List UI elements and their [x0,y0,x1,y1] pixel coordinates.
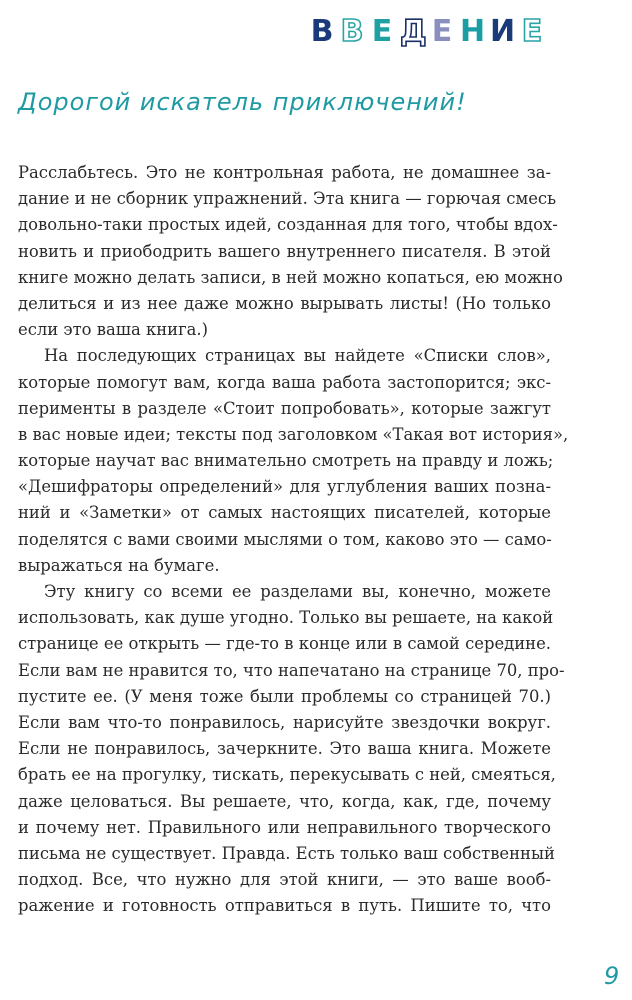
text-line: использовать, как душе угодно. Только вы решаете, на какой [18,608,554,628]
text-line: Если не понравилось, зачеркните. Это ваша книга. Можете [18,739,551,759]
text-line: «Дешифраторы определений» для углубления ваших позна- [18,477,551,497]
text-line: делиться и из нее даже можно вырывать листы! (Но только [18,293,551,313]
text-line: На последующих страницах вы найдете «Списки слов», [44,346,551,366]
text-line: Эту книгу со всеми ее разделами вы, конечно, можете [44,582,551,601]
text-line: пустите ее. (У меня тоже были проблемы со страницей 70.) [18,686,551,706]
text-line: довольно-таки простых идей, созданная для того, чтобы вдох- [18,215,558,235]
text-line: дание и не сборник упражнений. Эта книга — горючая смесь [18,189,556,209]
title-letter: Д [400,14,427,49]
text-line: Если вам что-то понравилось, нарисуйте звездочки вокруг. [18,712,551,732]
text-line: Расслабьтесь. Это не контрольная работа, не домашнее за- [18,163,551,182]
text-line: и почему нет. Правильного или неправильного творческого [18,817,551,837]
text-line: даже целоваться. Вы решаете, что, когда, как, где, почему [18,791,551,811]
text-line: странице ее открыть — где-то в конце или в самой середине. [18,634,551,654]
text-line: Если вам не нравится то, что напечатано на странице 70, про- [18,660,565,680]
page-number: 9 [604,962,620,990]
text-line: письма не существует. Правда. Есть только ваш собственный [18,843,555,863]
text-line: выражаться на бумаге. [18,555,220,575]
title-letter: Е [431,14,453,49]
greeting-heading: Дорогой искатель приключений! [18,88,467,116]
body-text [18,160,569,919]
title-letter: В [310,14,334,49]
text-line: которые помогут вам, когда ваша работа застопорится; экс- [18,372,551,392]
title-letter: Е [521,14,543,49]
chapter-title [310,14,544,49]
text-line: книге можно делать записи, в ней можно копаться, ею можно [18,267,563,287]
text-line: которые научат вас внимательно смотреть на правду и ложь; [18,451,554,471]
text-line: ражение и готовность отправиться в путь. Пишите то, что [18,896,551,916]
text-line: в вас новые идеи; тексты под заголовком «Такая вот история», [18,424,569,444]
text-line: если это ваша книга.) [18,320,209,340]
title-letter: В [340,14,364,49]
text-line: ний и «Заметки» от самых настоящих писателей, которые [18,503,551,523]
text-line: перименты в разделе «Стоит попробовать», которые зажгут [18,398,551,418]
text-line: поделятся с вами своими мыслями о том, каково это — само- [18,529,552,549]
text-line: брать ее на прогулку, тискать, перекусывать с ней, смеяться, [18,765,556,785]
text-line: новить и приободрить вашего внутреннего писателя. В этой [18,241,551,261]
title-letter: И [490,14,516,49]
title-letter: Н [460,14,486,49]
text-line: подход. Все, что нужно для этой книги, — это ваше вооб- [18,870,551,890]
title-letter: Е [371,14,393,49]
